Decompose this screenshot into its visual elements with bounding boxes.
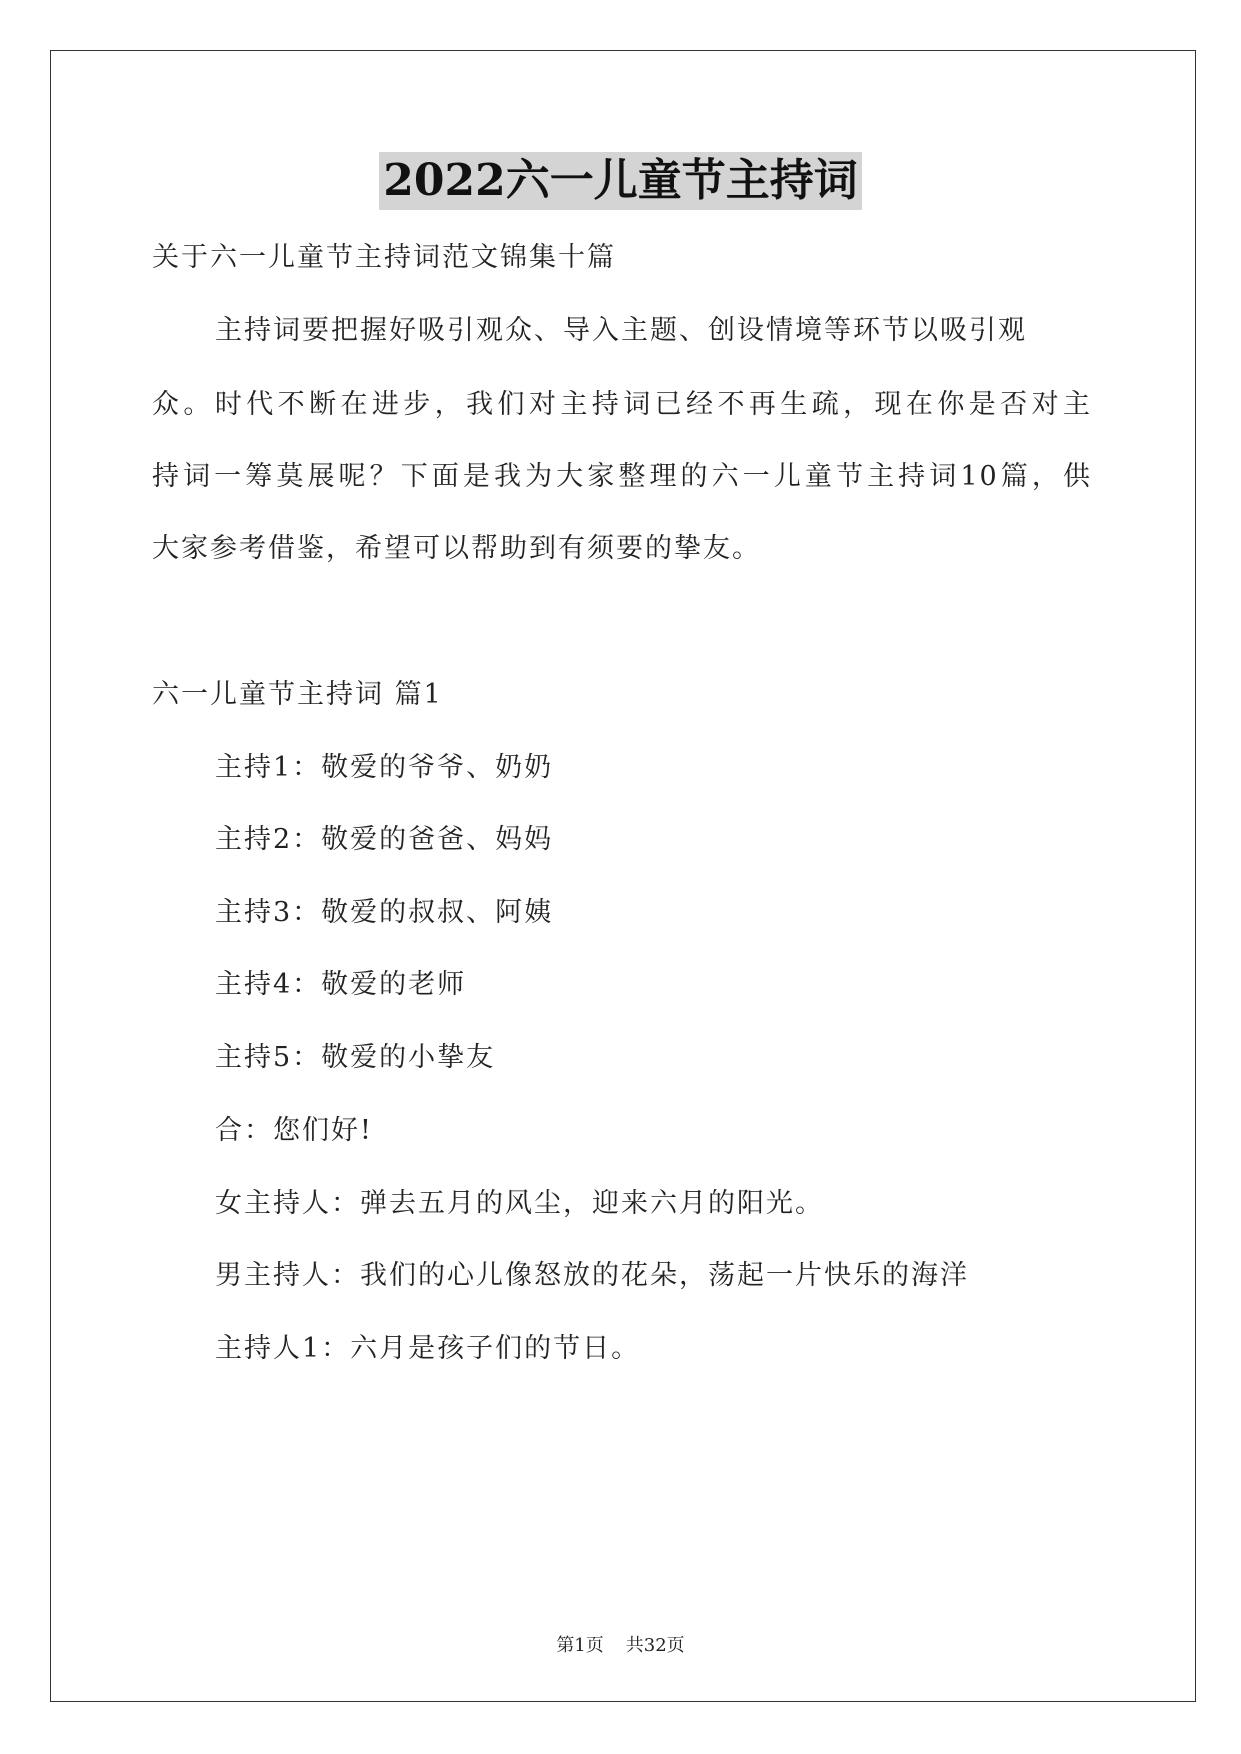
intro-line-1: 主持词要把握好吸引观众、导入主题、创设情境等环节以吸引观 — [215, 315, 1027, 346]
host-line: 主持1：敬爱的爷爷、奶奶 — [215, 752, 554, 783]
host-line: 主持5：敬爱的小挚友 — [215, 1042, 496, 1073]
intro-line-3: 持词一筹莫展呢？下面是我为大家整理的六一儿童节主持词10篇，供 — [152, 461, 1092, 492]
intro-line-4: 大家参考借鉴，希望可以帮助到有须要的挚友。 — [152, 533, 761, 564]
host-line: 合：您们好! — [215, 1115, 373, 1146]
title-container — [0, 152, 1241, 210]
host-line: 主持人1：六月是孩子们的节日。 — [215, 1333, 641, 1364]
page-number: 第1页 — [556, 1635, 604, 1656]
subtitle: 关于六一儿童节主持词范文锦集十篇 — [152, 242, 616, 273]
document-title: 2022六一儿童节主持词 — [379, 152, 861, 210]
intro-line-2: 众。时代不断在进步，我们对主持词已经不再生疏，现在你是否对主 — [152, 389, 1092, 420]
host-line: 主持3：敬爱的叔叔、阿姨 — [215, 897, 554, 928]
page-border — [50, 50, 1196, 1702]
host-line: 女主持人：弹去五月的风尘，迎来六月的阳光。 — [215, 1188, 824, 1219]
page-footer — [0, 1631, 1241, 1657]
host-line: 主持2：敬爱的爸爸、妈妈 — [215, 824, 554, 855]
section-heading: 六一儿童节主持词 篇1 — [152, 679, 443, 710]
page-total: 共32页 — [625, 1635, 685, 1656]
host-line: 男主持人：我们的心儿像怒放的花朵，荡起一片快乐的海洋 — [215, 1260, 969, 1291]
host-line: 主持4：敬爱的老师 — [215, 969, 467, 1000]
